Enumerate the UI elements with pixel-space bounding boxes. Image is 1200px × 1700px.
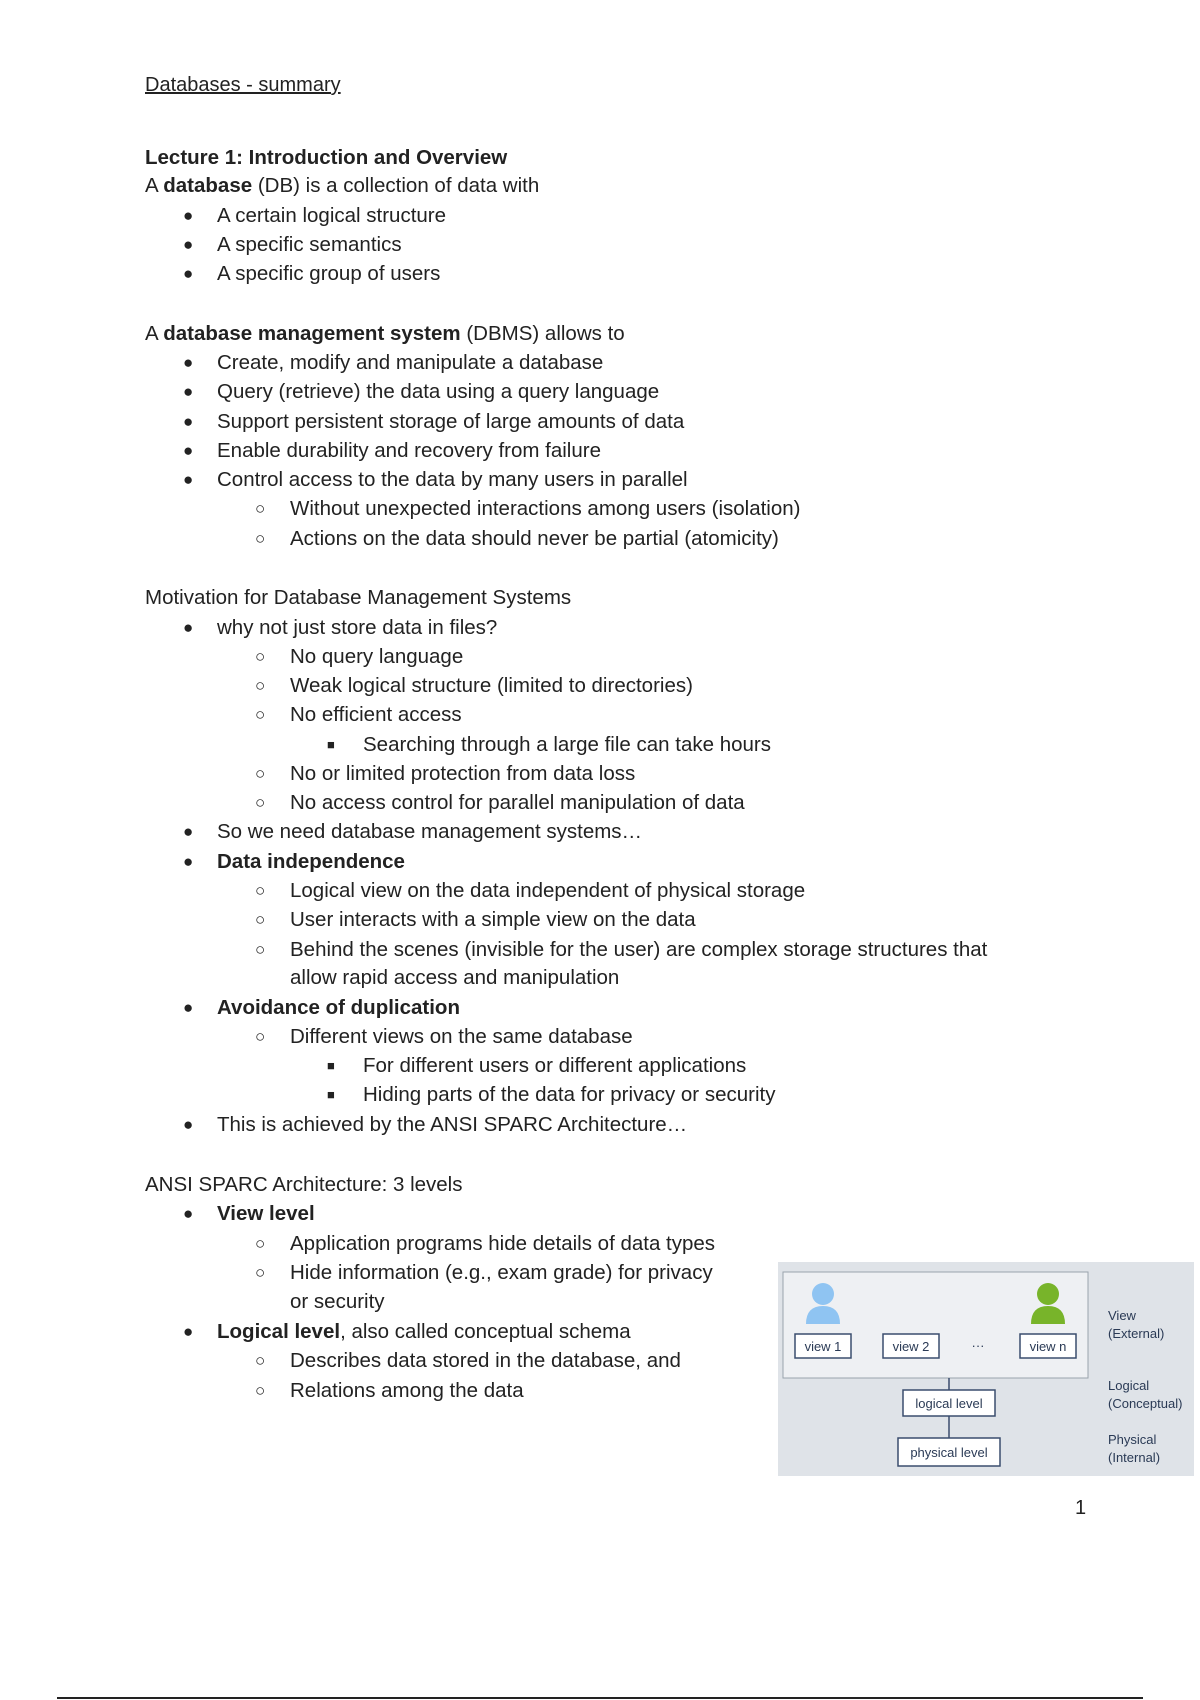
bullet-dot: ● [183,1322,194,1341]
bullet-circle: ○ [255,910,266,929]
motivation-heading: Motivation for Database Management Systems [145,586,572,609]
lecture-heading: Lecture 1: Introduction and Overview [145,146,508,169]
bullet-dot: ● [183,353,194,372]
list-subitem: Logical view on the data independent of physical storage [290,879,806,902]
page-number: 1 [1075,1497,1087,1519]
list-item: Query (retrieve) the data using a query language [217,380,660,403]
bullet-dot: ● [183,1204,194,1223]
bullet-circle: ○ [255,647,266,666]
bullet-square: ■ [327,1058,335,1073]
list-subsubitem: Hiding parts of the data for privacy or security [363,1083,776,1106]
bullet-circle: ○ [255,1351,266,1370]
bullet-circle: ○ [255,1234,266,1253]
db-def-suffix: (DB) is a collection of data with [252,174,540,197]
list-subitem: Application programs hide details of data types [290,1232,716,1255]
bullet-dot: ● [183,382,194,401]
list-item: A certain logical structure [217,204,447,227]
dbms-def-prefix: A [145,322,164,345]
logical-suffix: , also called conceptual schema [340,1320,631,1343]
list-item: Support persistent storage of large amounts of data [217,410,685,433]
logical-level-label: logical level [915,1396,983,1411]
bullet-circle: ○ [255,529,266,548]
bullet-circle: ○ [255,1263,266,1282]
bullet-dot: ● [183,998,194,1017]
db-def-term: database [163,174,253,197]
list-subitem: Different views on the same database [290,1025,633,1048]
view-ellipsis: ··· [971,1338,985,1353]
list-item: View level [217,1202,315,1225]
list-item: Avoidance of duplication [217,996,460,1019]
list-subitem: User interacts with a simple view on the data [290,908,696,931]
list-subitem: Describes data stored in the database, and [290,1349,681,1372]
list-item: Enable durability and recovery from failure [217,439,601,462]
bullet-circle: ○ [255,676,266,695]
list-subitem: No access control for parallel manipulation of data [290,791,745,814]
bullet-dot: ● [183,1115,194,1134]
bullet-circle: ○ [255,940,266,959]
bullet-dot: ● [183,618,194,637]
ansi-heading: ANSI SPARC Architecture: 3 levels [145,1173,463,1196]
logical-tier-label: Logical [1108,1378,1150,1393]
document-title: Databases - summary [145,74,341,96]
list-subitem: Relations among the data [290,1379,524,1402]
list-subitem-continuation: allow rapid access and manipulation [290,966,620,989]
list-subitem: Behind the scenes (invisible for the user) are complex storage structures that [290,938,988,961]
physical-tier-sublabel: (Internal) [1108,1450,1161,1465]
list-subitem: Actions on the data should never be partial (atomicity) [290,527,779,550]
logical-term: Logical level [217,1320,341,1343]
view-n-label: view n [1029,1339,1067,1354]
bullet-dot: ● [183,822,194,841]
view-tier-sublabel: (External) [1108,1326,1165,1341]
bullet-circle: ○ [255,1381,266,1400]
bullet-circle: ○ [255,1027,266,1046]
physical-tier-label: Physical [1108,1432,1157,1447]
bullet-dot: ● [183,412,194,431]
list-subitem: No query language [290,645,464,668]
list-subitem: No efficient access [290,703,462,726]
view-1-label: view 1 [804,1339,842,1354]
bullet-circle: ○ [255,499,266,518]
bullet-dot: ● [183,235,194,254]
list-subitem: Hide information (e.g., exam grade) for privacy [290,1261,713,1284]
physical-level-label: physical level [910,1445,988,1460]
db-def-prefix: A [145,174,164,197]
bullet-dot: ● [183,470,194,489]
bullet-dot: ● [183,852,194,871]
list-subsubitem: For different users or different applications [363,1054,747,1077]
footer-rule [57,1697,1143,1699]
bullet-circle: ○ [255,881,266,900]
list-subitem: No or limited protection from data loss [290,762,636,785]
list-item: why not just store data in files? [217,616,498,639]
list-item: Data independence [217,850,405,873]
list-item: So we need database management systems… [217,820,643,843]
list-subitem-continuation: or security [290,1290,385,1313]
list-subitem: Without unexpected interactions among users (isolation) [290,497,801,520]
bullet-dot: ● [183,441,194,460]
list-subsubitem: Searching through a large file can take hours [363,733,771,756]
list-item: Create, modify and manipulate a database [217,351,604,374]
list-subitem: Weak logical structure (limited to directories) [290,674,693,697]
list-item: A specific group of users [217,262,441,285]
dbms-def-term: database management system [163,322,461,345]
list-item [217,1320,631,1344]
bullet-circle: ○ [255,764,266,783]
dbms-definition [145,322,625,346]
bullet-circle: ○ [255,793,266,812]
bullet-square: ■ [327,1087,335,1102]
view-2-label: view 2 [892,1339,930,1354]
bullet-square: ■ [327,737,335,752]
ansi-sparc-diagram [778,1262,1194,1476]
dbms-def-suffix: (DBMS) allows to [460,322,625,345]
db-definition [145,174,539,198]
bullet-dot: ● [183,206,194,225]
list-item: This is achieved by the ANSI SPARC Architecture… [217,1113,688,1136]
bullet-circle: ○ [255,705,266,724]
view-tier-label: View [1108,1308,1136,1323]
bullet-dot: ● [183,264,194,283]
list-item: Control access to the data by many users in parallel [217,468,688,491]
list-item: A specific semantics [217,233,402,256]
logical-tier-sublabel: (Conceptual) [1108,1396,1183,1411]
